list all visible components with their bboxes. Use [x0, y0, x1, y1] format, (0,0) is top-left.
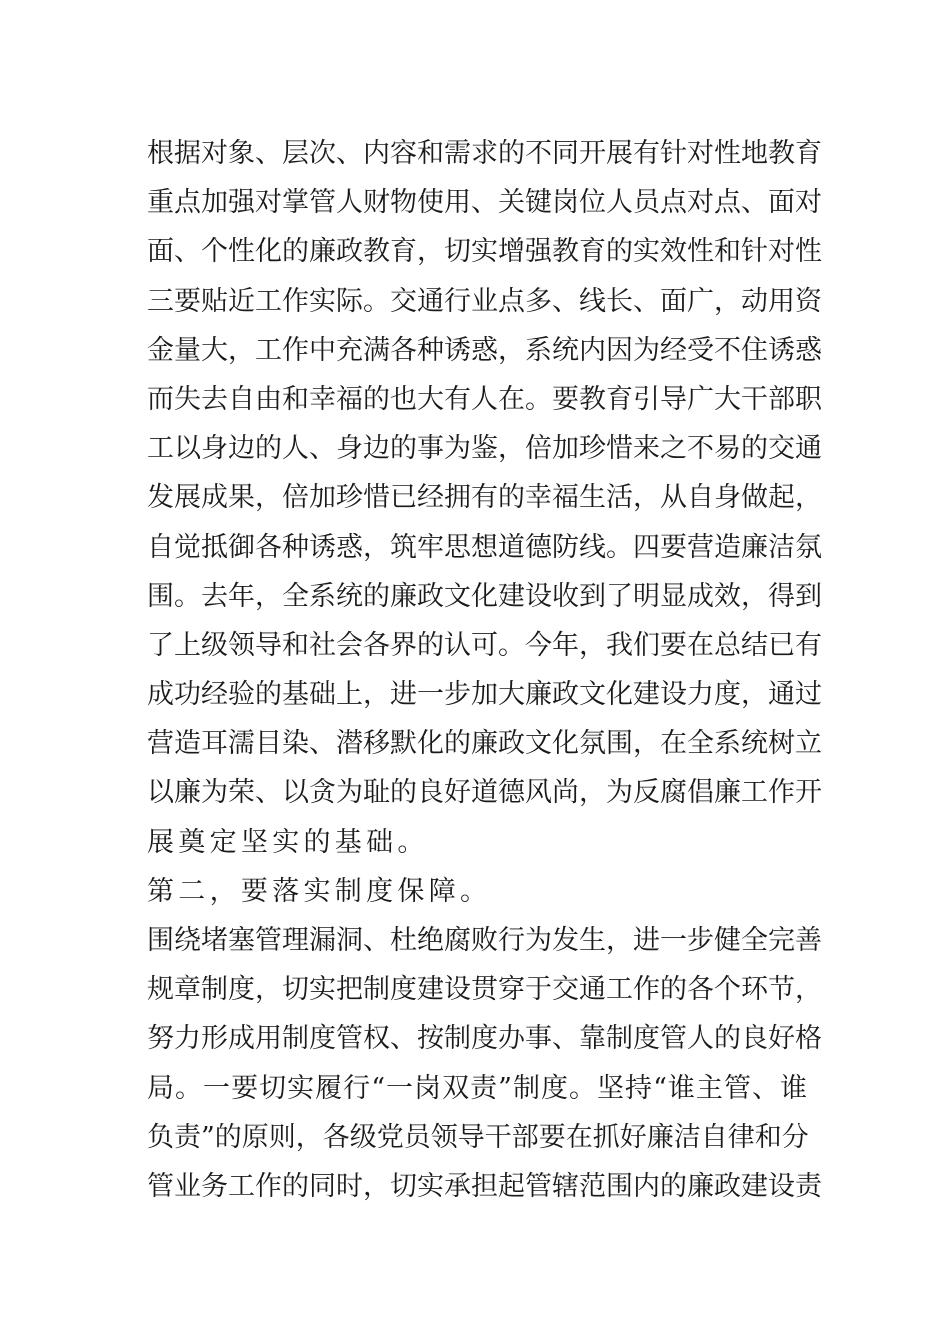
text-line: 面、个性化的廉政教育，切实增强教育的实效性和针对性: [147, 236, 822, 268]
text-line: 成功经验的基础上，进一步加大廉政文化建设力度，通过: [147, 679, 822, 711]
text-line: 围绕堵塞管理漏洞、杜绝腐败行为发生，进一步健全完善: [147, 925, 822, 956]
text-line: 努力形成用制度管权、按制度办事、靠制度管人的良好格: [147, 1023, 822, 1055]
text-line: 金量大，工作中充满各种诱惑，系统内因为经受不住诱惑: [147, 334, 822, 366]
text-line: 根据对象、层次、内容和需求的不同开展有针对性地教育: [147, 138, 822, 169]
section-heading: 第二，要落实制度保障。: [147, 875, 492, 907]
text-line: 而失去自由和幸福的也大有人在。要教育引导广大干部职: [147, 383, 822, 415]
text-line: 发展成果，倍加珍惜已经拥有的幸福生活，从自身做起，: [147, 482, 822, 514]
text-line: 负责”的原则，各级党员领导干部要在抓好廉洁自律和分: [147, 1121, 809, 1153]
text-line: 营造耳濡目染、潜移默化的廉政文化氛围，在全系统树立: [147, 728, 822, 760]
text-line: 重点加强对掌管人财物使用、关键岗位人员点对点、面对: [147, 187, 822, 219]
text-line: 了上级领导和社会各界的认可。今年，我们要在总结已有: [147, 629, 822, 661]
text-line: 工以身边的人、身边的事为鉴，倍加珍惜来之不易的交通: [147, 433, 822, 465]
text-line: 规章制度，切实把制度建设贯穿于交通工作的各个环节，: [147, 974, 822, 1006]
text-line: 局。一要切实履行“一岗双责”制度。坚持“谁主管、谁: [147, 1072, 807, 1104]
text-line: 围。去年，全系统的廉政文化建设收到了明显成效，得到: [147, 580, 822, 612]
text-line: 自觉抵御各种诱惑，筑牢思想道德防线。四要营造廉洁氛: [147, 531, 822, 563]
text-line: 以廉为荣、以贪为耻的良好道德风尚，为反腐倡廉工作开: [147, 777, 822, 809]
body-text: [147, 129, 822, 1211]
text-line: 管业务工作的同时，切实承担起管辖范围内的廉政建设责: [147, 1170, 822, 1202]
text-line: 三要贴近工作实际。交通行业点多、线长、面广，动用资: [147, 285, 822, 317]
paragraph-end-line: 展奠定坚实的基础。: [147, 826, 429, 858]
